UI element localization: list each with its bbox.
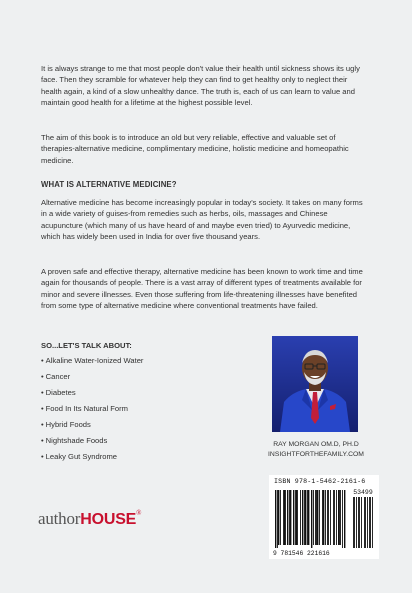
list-item: • Diabetes bbox=[41, 387, 143, 399]
author-caption bbox=[252, 440, 380, 460]
barcode-bar bbox=[287, 490, 288, 545]
barcode-bar bbox=[307, 490, 308, 545]
barcode-bar bbox=[293, 490, 294, 545]
barcode-bar bbox=[297, 490, 298, 545]
barcode-bar bbox=[277, 490, 278, 548]
barcode-bar bbox=[300, 490, 301, 545]
list-item: • Alkaline Water-Ionized Water bbox=[41, 355, 143, 367]
topics-heading: SO...LET'S TALK ABOUT: bbox=[41, 341, 132, 350]
barcode-bar bbox=[328, 490, 329, 545]
barcode-bar bbox=[305, 490, 306, 545]
isbn-text: ISBN 978-1-5462-2161-6 bbox=[274, 478, 366, 485]
barcode-addon-bar bbox=[353, 497, 354, 548]
barcode-addon-bar bbox=[354, 497, 355, 548]
logo-house-text: HOUSE bbox=[80, 511, 137, 528]
barcode-addon-bar bbox=[372, 497, 373, 548]
barcode-bar bbox=[316, 490, 317, 545]
barcode-bar bbox=[302, 490, 303, 545]
barcode-bar bbox=[304, 490, 305, 545]
barcode-bar bbox=[319, 490, 320, 545]
barcode-addon-bar bbox=[370, 497, 371, 548]
barcode-addon-bar bbox=[358, 497, 359, 548]
barcode-addon-bar bbox=[369, 497, 370, 548]
barcode-addon-bar bbox=[365, 497, 366, 548]
list-item: • Nightshade Foods bbox=[41, 435, 143, 447]
logo-registered-mark: ® bbox=[136, 509, 142, 517]
barcode-bar bbox=[323, 490, 324, 545]
topic-list bbox=[41, 355, 143, 467]
publisher-logo bbox=[38, 509, 141, 529]
barcode-bar bbox=[285, 490, 286, 545]
barcode-bar bbox=[339, 490, 340, 545]
barcode-addon-bar bbox=[364, 497, 365, 548]
barcode-bar bbox=[325, 490, 326, 545]
barcode-bar bbox=[334, 490, 335, 545]
author-website: INSIGHTFORTHEFAMILY.COM bbox=[268, 451, 364, 458]
barcode-bar bbox=[344, 490, 345, 548]
barcode-bar bbox=[283, 490, 284, 545]
barcode-addon-bar bbox=[367, 497, 368, 548]
list-item: • Hybrid Foods bbox=[41, 419, 143, 431]
barcode-bar bbox=[333, 490, 334, 545]
barcode-bar bbox=[327, 490, 328, 545]
barcode-bar bbox=[275, 490, 276, 548]
barcode-bar bbox=[322, 490, 323, 545]
author-name: RAY MORGAN OM.D, PH.D bbox=[273, 441, 359, 448]
barcode-bar bbox=[313, 490, 314, 545]
logo-author-text: author bbox=[38, 509, 81, 528]
list-item: • Leaky Gut Syndrome bbox=[41, 451, 143, 463]
section-heading: WHAT IS ALTERNATIVE MEDICINE? bbox=[41, 180, 177, 189]
barcode-bar bbox=[330, 490, 331, 545]
barcode-number: 9 781546 221616 bbox=[273, 550, 330, 557]
barcode-bar bbox=[290, 490, 291, 545]
barcode-bar bbox=[278, 490, 279, 545]
barcode-addon-bar bbox=[356, 497, 357, 548]
barcode-bar bbox=[289, 490, 290, 545]
barcode-bar bbox=[336, 490, 337, 545]
barcode-bar bbox=[317, 490, 318, 545]
barcode-bar bbox=[315, 490, 316, 545]
intro-paragraph: It is always strange to me that most people don't value their health until sickness shows its ugly face. Then they scramble for whatever help they can find to get healthy only to neglect their health again, a kind of a slow unhealthy dance. The truth is, each of us can learn to value and maintain good health for a lifetime at the highest possible level. bbox=[41, 64, 360, 107]
barcode-bar bbox=[308, 490, 309, 545]
barcode-bar bbox=[295, 490, 296, 545]
barcode-bar bbox=[280, 490, 281, 545]
proven-therapy-paragraph: A proven safe and effective therapy, alternative medicine has been known to work time and time again for thousands of people. There is a vast array of different types of treatments available for minor and severe illnesses. Even those suffering from life-threatening illnesses have benefited from some type of alternative medicine where conventional treatments have failed. bbox=[41, 267, 363, 310]
barcode-addon-bar bbox=[361, 497, 362, 548]
barcode-price-code: 53499 bbox=[353, 489, 373, 496]
alternative-medicine-paragraph: Alternative medicine has become increasingly popular in today's society. It takes on many forms in a wide variety of guises-from remedies such as herbs, oils, massages and Chinese acupuncture (which many of us have heard of and maybe even tried) to Ayurvedic medicine, which has widely been used in India for over five thousand years. bbox=[41, 198, 363, 241]
list-item: • Cancer bbox=[41, 371, 143, 383]
barcode-bar bbox=[311, 490, 312, 548]
aim-paragraph: The aim of this book is to introduce an old but very reliable, effective and valuable set of therapies-alternative medicine, complimentary medicine, holistic medicine and homeopathic medicine. bbox=[41, 133, 349, 165]
barcode-icon bbox=[269, 486, 379, 558]
barcode-addon-bar bbox=[359, 497, 360, 548]
author-photo bbox=[272, 336, 358, 432]
list-item: • Food In Its Natural Form bbox=[41, 403, 143, 415]
author-portrait-icon bbox=[272, 336, 358, 432]
barcode-bar bbox=[342, 490, 343, 548]
barcode-bar bbox=[340, 490, 341, 545]
